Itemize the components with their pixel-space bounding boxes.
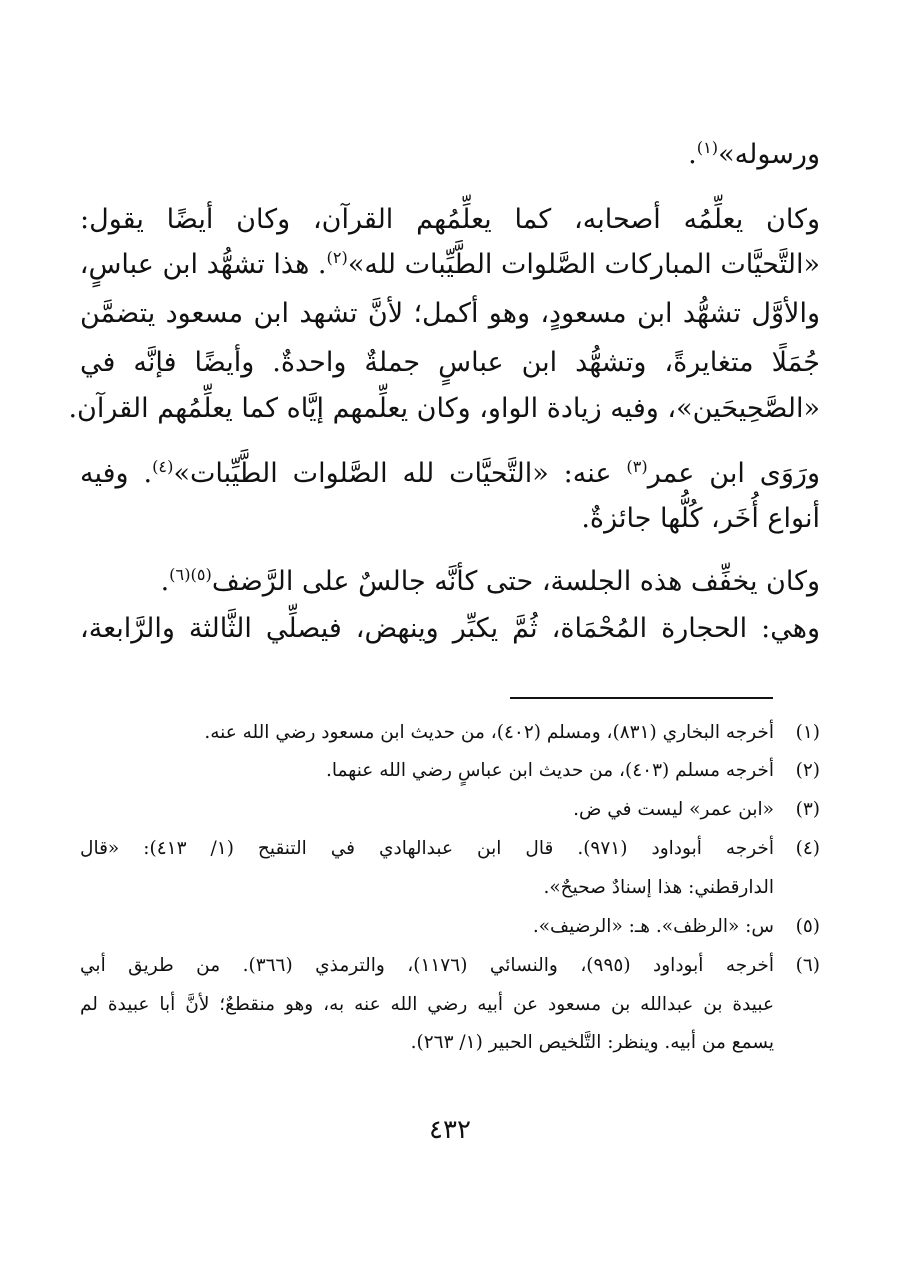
footnote-1: (١)أخرجه البخاري (٨٣١)، ومسلم (٤٠٢)، من حديث ابن مسعود رضي الله عنه. xyxy=(204,722,820,743)
footnote-2: (٢)أخرجه مسلم (٤٠٣)، من حديث ابن عباسٍ رضي الله عنهما. xyxy=(325,760,820,781)
text-line-6: «الصَّحِيحَين»، وفيه زيادة الواو، وكان يعلِّمهم إيَّاه كما يعلِّمُهم القرآن. xyxy=(68,393,820,424)
footnote-separator xyxy=(510,697,773,699)
text-line-9: وكان يخفِّف هذه الجلسة، حتى كأنَّه جالسٌ على الرَّضف$^{(٥)(٦)}$. xyxy=(160,565,820,597)
footnote-ref-6[interactable]: (٦) xyxy=(169,565,191,584)
footnote-ref-2[interactable]: (٢) xyxy=(326,248,348,267)
text-line-5: جُمَلًا متغايرةً، وتشهُّد ابن عباسٍ جملةٌ واحدةٌ. وأيضًا فإنَّه في xyxy=(80,347,820,378)
text-line-7: ورَوَى ابن عمر$^{(٣)}$ عنه: «التَّحيَّات لله الصَّلوات الطَّيِّبات»$^{(٤)}$. وفيه xyxy=(80,457,820,489)
footnote-6-continuation-2: يسمع من أبيه. وينظر: التَّلخيص الحبير (١/ ٢٦٣). xyxy=(410,1032,774,1053)
text-line-1: ورسوله»$^{(١)}$. xyxy=(688,138,820,170)
text-line-2: وكان يعلِّمُه أصحابه، كما يعلِّمُهم القرآن، وكان أيضًا يقول: xyxy=(80,204,820,235)
text-line-8: أنواع أُخَر، كُلُّها جائزةٌ. xyxy=(581,503,820,534)
text-line-3: «التَّحيَّات المباركات الصَّلوات الطَّيِّبات لله»$^{(٢)}$. هذا تشهُّد ابن عباسٍ، xyxy=(79,248,820,280)
page-number: ٤٣٢ xyxy=(429,1115,471,1145)
footnote-ref-1[interactable]: (١) xyxy=(696,138,719,157)
footnote-3: (٣)«ابن عمر» ليست في ض. xyxy=(573,799,820,820)
text-line-10: وهي: الحجارة المُحْمَاة، ثُمَّ يكبِّر وينهض، فيصلِّي الثَّالثة والرَّابعة، xyxy=(80,613,820,644)
footnote-ref-3[interactable]: (٣) xyxy=(626,457,648,476)
footnote-ref-5[interactable]: (٥) xyxy=(190,565,212,584)
text-line-4: والأوَّل تشهُّد ابن مسعودٍ، وهو أكمل؛ لأنَّ تشهد ابن مسعود يتضمَّن xyxy=(80,298,820,329)
footnote-ref-4[interactable]: (٤) xyxy=(152,457,174,476)
footnote-5: (٥)س: «الرظف». هـ: «الرضيف». xyxy=(532,916,820,937)
footnote-6-continuation-1: عبيدة بن عبدالله بن مسعود عن أبيه رضي الله عنه به، وهو منقطعٌ؛ لأنَّ أبا عبيدة لم xyxy=(80,994,774,1015)
footnote-6: (٦)أخرجه أبوداود (٩٩٥)، والنسائي (١١٧٦)، والترمذي (٣٦٦). من طريق أبي xyxy=(80,955,820,976)
footnote-4-continuation: الدارقطني: هذا إسنادٌ صحيحٌ». xyxy=(543,877,774,898)
footnote-4: (٤)أخرجه أبوداود (٩٧١). قال ابن عبدالهادي في التنقيح (١/ ٤١٣): «قال xyxy=(80,838,820,859)
